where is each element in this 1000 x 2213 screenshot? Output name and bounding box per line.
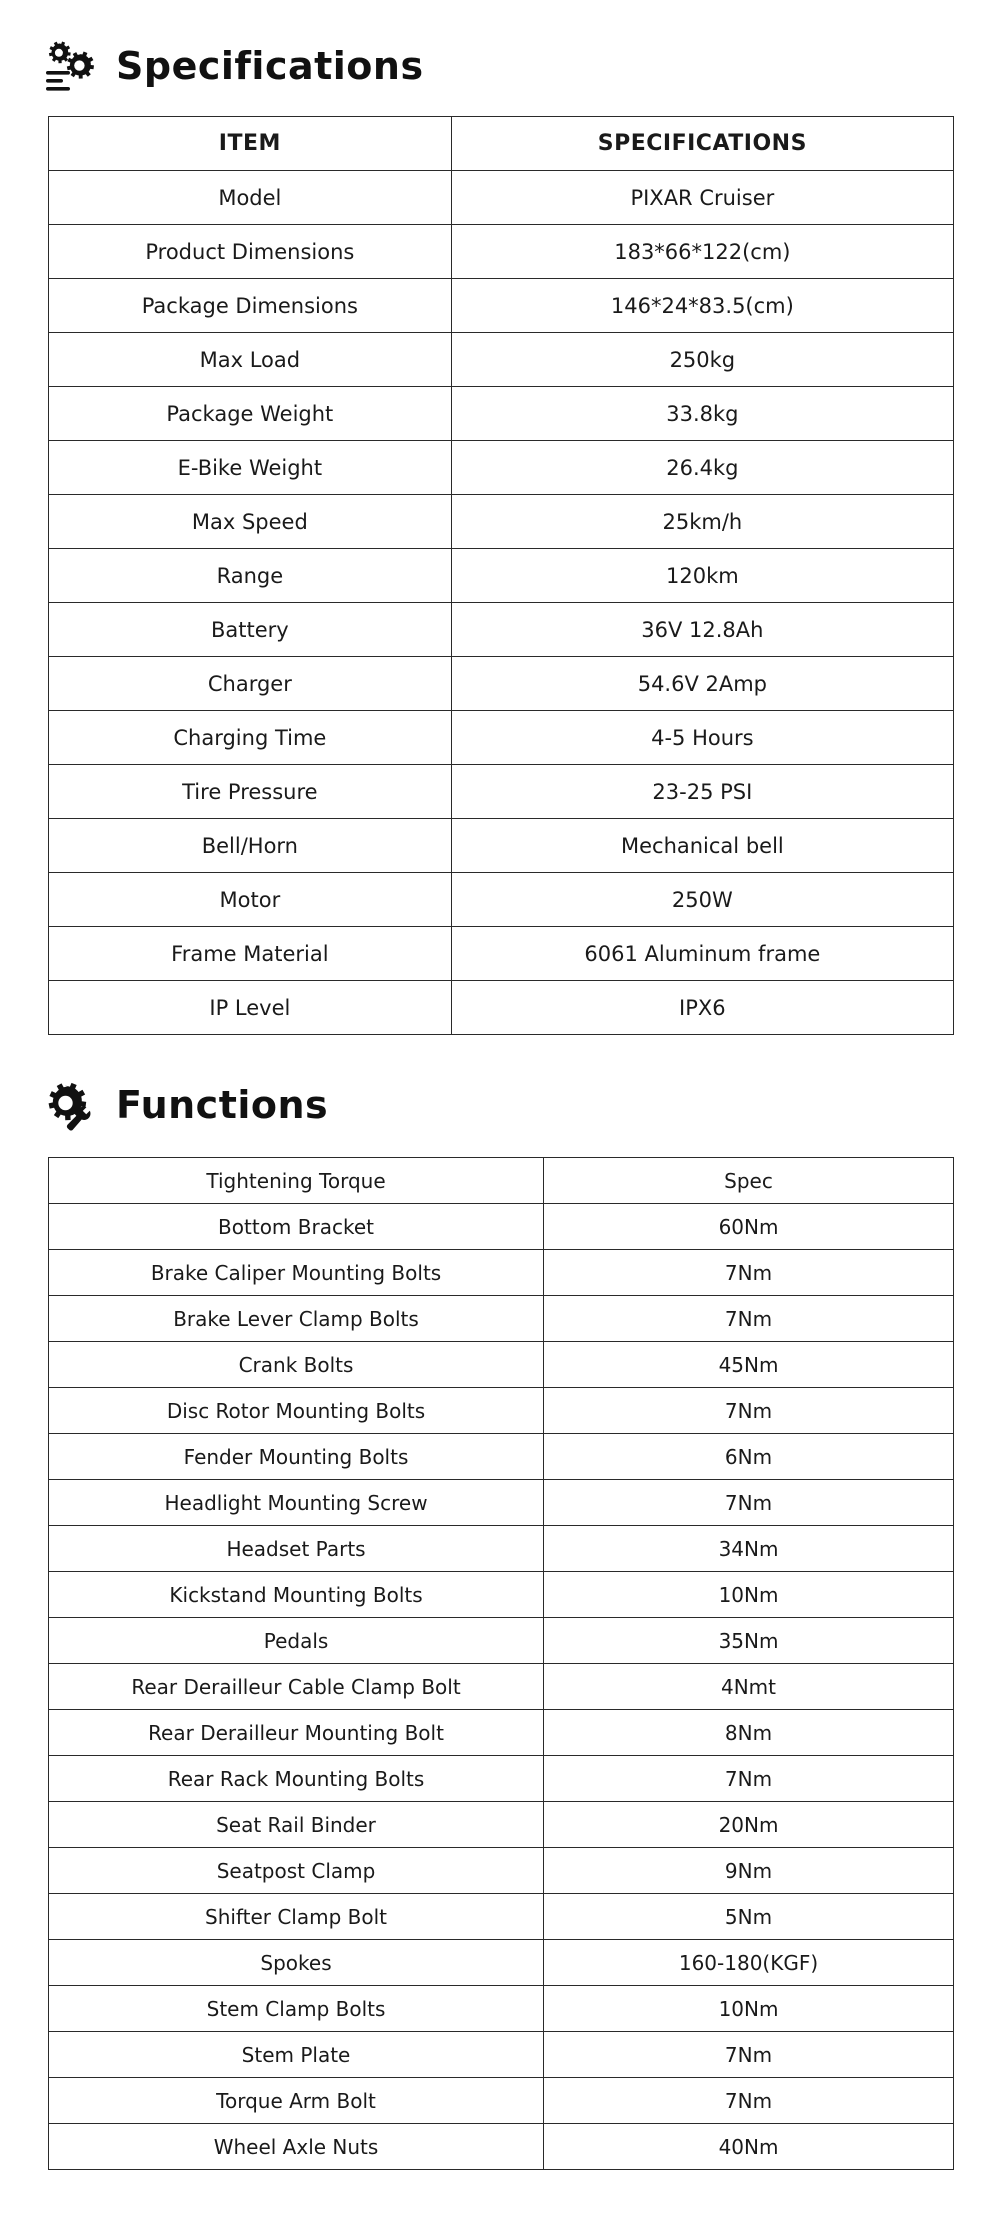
column-header-tightening-torque: Tightening Torque <box>49 1158 544 1204</box>
cell-item: Headlight Mounting Screw <box>49 1480 544 1526</box>
table-row <box>49 1664 954 1710</box>
table-row <box>49 819 954 873</box>
page-title-functions: Functions <box>116 1083 329 1127</box>
cell-item: Max Speed <box>49 495 452 549</box>
table-row <box>49 981 954 1035</box>
cell-item: Product Dimensions <box>49 225 452 279</box>
cell-value: 7Nm <box>544 1388 954 1434</box>
cell-value: IPX6 <box>451 981 953 1035</box>
cell-value: 4Nmt <box>544 1664 954 1710</box>
bottom-spacer <box>0 2170 1000 2196</box>
cell-item: Rear Derailleur Mounting Bolt <box>49 1710 544 1756</box>
cell-value: 10Nm <box>544 1986 954 2032</box>
table-row <box>49 549 954 603</box>
functions-section-header <box>0 1079 1000 1131</box>
table-row <box>49 1296 954 1342</box>
cell-value: PIXAR Cruiser <box>451 171 953 225</box>
cell-value: 7Nm <box>544 1480 954 1526</box>
gears-icon <box>44 40 96 92</box>
table-row <box>49 1940 954 1986</box>
cell-value: 20Nm <box>544 1802 954 1848</box>
cell-value: 45Nm <box>544 1342 954 1388</box>
cell-item: Disc Rotor Mounting Bolts <box>49 1388 544 1434</box>
cell-item: Spokes <box>49 1940 544 1986</box>
table-row <box>49 1204 954 1250</box>
cell-value: 33.8kg <box>451 387 953 441</box>
table-row <box>49 441 954 495</box>
cell-value: 34Nm <box>544 1526 954 1572</box>
table-row <box>49 495 954 549</box>
table-row <box>49 1710 954 1756</box>
cell-item: Crank Bolts <box>49 1342 544 1388</box>
table-row <box>49 171 954 225</box>
cell-item: Shifter Clamp Bolt <box>49 1894 544 1940</box>
cell-value: 23-25 PSI <box>451 765 953 819</box>
cell-item: Brake Lever Clamp Bolts <box>49 1296 544 1342</box>
table-row <box>49 333 954 387</box>
table-row <box>49 1388 954 1434</box>
cell-item: Rear Rack Mounting Bolts <box>49 1756 544 1802</box>
cell-item: Stem Clamp Bolts <box>49 1986 544 2032</box>
cell-value: 10Nm <box>544 1572 954 1618</box>
table-row <box>49 1618 954 1664</box>
table-row <box>49 2032 954 2078</box>
column-header-spec: Spec <box>544 1158 954 1204</box>
cell-value: 5Nm <box>544 1894 954 1940</box>
cell-value: 6Nm <box>544 1434 954 1480</box>
cell-value: 160-180(KGF) <box>544 1940 954 1986</box>
functions-table <box>48 1157 954 2170</box>
cell-item: Fender Mounting Bolts <box>49 1434 544 1480</box>
table-row <box>49 603 954 657</box>
column-header-item: ITEM <box>49 117 452 171</box>
cell-item: Tire Pressure <box>49 765 452 819</box>
cell-item: Wheel Axle Nuts <box>49 2124 544 2170</box>
cell-value: 146*24*83.5(cm) <box>451 279 953 333</box>
cell-item: Stem Plate <box>49 2032 544 2078</box>
cell-item: Battery <box>49 603 452 657</box>
cell-item: Bell/Horn <box>49 819 452 873</box>
table-row <box>49 2124 954 2170</box>
page-title-specifications: Specifications <box>116 44 424 88</box>
cell-item: Seat Rail Binder <box>49 1802 544 1848</box>
cell-value: 7Nm <box>544 1296 954 1342</box>
table-row <box>49 1802 954 1848</box>
cell-item: Kickstand Mounting Bolts <box>49 1572 544 1618</box>
table-row <box>49 1250 954 1296</box>
cell-item: E-Bike Weight <box>49 441 452 495</box>
table-row <box>49 1434 954 1480</box>
table-row <box>49 765 954 819</box>
column-header-specifications: SPECIFICATIONS <box>451 117 953 171</box>
cell-item: Brake Caliper Mounting Bolts <box>49 1250 544 1296</box>
cell-item: Headset Parts <box>49 1526 544 1572</box>
gear-wrench-icon <box>44 1079 96 1131</box>
table-row <box>49 873 954 927</box>
table-row <box>49 1848 954 1894</box>
cell-item: Rear Derailleur Cable Clamp Bolt <box>49 1664 544 1710</box>
table-row <box>49 2078 954 2124</box>
cell-item: Max Load <box>49 333 452 387</box>
cell-item: Package Weight <box>49 387 452 441</box>
cell-value: 4-5 Hours <box>451 711 953 765</box>
cell-item: Motor <box>49 873 452 927</box>
table-row <box>49 1756 954 1802</box>
table-row <box>49 1480 954 1526</box>
cell-item: Range <box>49 549 452 603</box>
table-row <box>49 387 954 441</box>
cell-value: 250kg <box>451 333 953 387</box>
cell-value: 183*66*122(cm) <box>451 225 953 279</box>
cell-value: 25km/h <box>451 495 953 549</box>
cell-value: 40Nm <box>544 2124 954 2170</box>
cell-item: Torque Arm Bolt <box>49 2078 544 2124</box>
cell-value: Mechanical bell <box>451 819 953 873</box>
table-row <box>49 927 954 981</box>
cell-value: 7Nm <box>544 2078 954 2124</box>
table-row <box>49 1894 954 1940</box>
table-row <box>49 1342 954 1388</box>
table-row <box>49 1572 954 1618</box>
specifications-table-wrapper <box>0 116 1000 1035</box>
cell-item: Frame Material <box>49 927 452 981</box>
cell-value: 8Nm <box>544 1710 954 1756</box>
cell-value: 60Nm <box>544 1204 954 1250</box>
cell-item: Package Dimensions <box>49 279 452 333</box>
cell-value: 54.6V 2Amp <box>451 657 953 711</box>
table-header-row <box>49 117 954 171</box>
specifications-table <box>48 116 954 1035</box>
cell-value: 36V 12.8Ah <box>451 603 953 657</box>
cell-value: 9Nm <box>544 1848 954 1894</box>
table-row <box>49 711 954 765</box>
cell-item: Model <box>49 171 452 225</box>
cell-value: 26.4kg <box>451 441 953 495</box>
cell-value: 35Nm <box>544 1618 954 1664</box>
table-header-row <box>49 1158 954 1204</box>
cell-item: IP Level <box>49 981 452 1035</box>
functions-table-wrapper <box>0 1157 1000 2170</box>
cell-value: 120km <box>451 549 953 603</box>
specifications-section-header <box>0 40 1000 92</box>
table-row <box>49 1986 954 2032</box>
table-row <box>49 1526 954 1572</box>
cell-value: 250W <box>451 873 953 927</box>
cell-value: 6061 Aluminum frame <box>451 927 953 981</box>
cell-item: Seatpost Clamp <box>49 1848 544 1894</box>
table-row <box>49 279 954 333</box>
cell-value: 7Nm <box>544 1250 954 1296</box>
cell-item: Pedals <box>49 1618 544 1664</box>
table-row <box>49 657 954 711</box>
cell-item: Charging Time <box>49 711 452 765</box>
cell-item: Charger <box>49 657 452 711</box>
cell-item: Bottom Bracket <box>49 1204 544 1250</box>
table-row <box>49 225 954 279</box>
cell-value: 7Nm <box>544 1756 954 1802</box>
cell-value: 7Nm <box>544 2032 954 2078</box>
